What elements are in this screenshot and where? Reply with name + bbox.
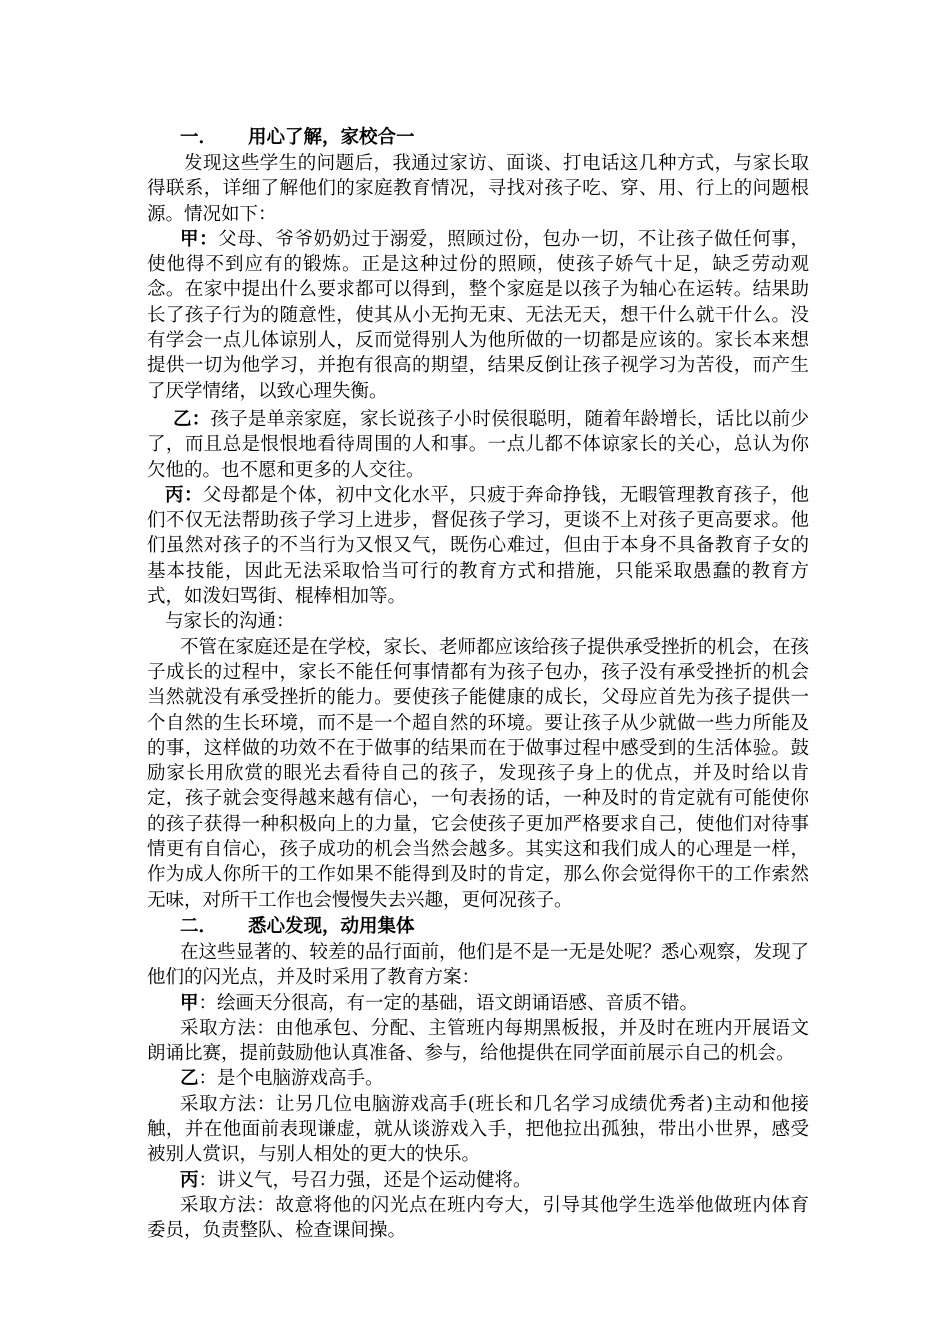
case-bing-label: 丙：	[165, 484, 203, 506]
talent-bing-text: ：讲义气，号召力强，还是个运动健将。	[198, 1169, 532, 1191]
talent-bing-label: 丙	[180, 1169, 199, 1191]
section-2-title: 悉心发现，动用集体	[248, 915, 415, 937]
case-yi-text: 孩子是单亲家庭，家长说孩子小时侯很聪明，随着年龄增长，话比以前少了，而且总是恨恨地看待周围的人和事。一点儿都不体谅家长的关心，总认为你欠他的。也不愿和更多的人交往。	[147, 408, 809, 481]
section-2-heading	[180, 913, 809, 940]
intro-paragraph	[147, 151, 809, 227]
section-2-number: 二．	[180, 915, 218, 937]
method-jia-text: 由他承包、分配、主管班内每期黑板报，并及时在班内开展语文朗诵比赛，提前鼓励他认真准备、参与，给他提供在同学面前展示自己的机会。	[147, 1017, 809, 1065]
method-yi-paragraph	[147, 1092, 809, 1168]
document-page	[147, 124, 809, 1243]
method-jia-paragraph	[147, 1016, 809, 1067]
case-jia-text: 父母、爷爷奶奶过于溺爱，照顾过份，包办一切，不让孩子做任何事，使他得不到应有的锻炼。正是这种过份的照顾，使孩子娇气十足，缺乏劳动观念。在家中提出什么要求都可以得到，整个家庭是以孩子为轴心在运转。结果助长了孩子行为的随意性，使其从小无拘无束、无法无天，想干什么就干什么。没有学会一点儿体谅别人，反而觉得别人为他所做的一切都是应该的。家长本来想提供一切为他学习，并抱有很高的期望，结果反倒让孩子视学习为苦役，而产生了厌学情绪，以致心理失衡。	[147, 228, 809, 402]
method-bing-text: 故意将他的闪光点在班内夸大，引导其他学生选举他做班内体育委员，负责整队、检查课间操。	[147, 1194, 809, 1242]
case-bing-paragraph	[147, 483, 809, 609]
case-bing-text: 父母都是个体，初中文化水平，只疲于奔命挣钱，无暇管理教育孩子，他们不仅无法帮助孩子学习上进步，督促孩子学习，更谈不上对孩子更高要求。他们虽然对孩子的不当行为又恨又气，既伤心难过，但由于本身不具备教育子女的基本技能，因此无法采取恰当可行的教育方式和措施，只能采取愚蠢的教育方式，如泼妇骂街、棍棒相加等。	[147, 484, 809, 608]
section-2-intro	[147, 940, 809, 991]
case-yi-paragraph	[147, 407, 809, 483]
talent-bing-paragraph	[147, 1168, 809, 1193]
talent-yi-text: ：是个电脑游戏高手。	[198, 1068, 384, 1090]
section-1-number: 一．	[180, 127, 218, 148]
method-yi-label: 采取方法：	[180, 1093, 276, 1115]
communication-title-text: 与家长的沟通：	[165, 611, 295, 633]
method-bing-label: 采取方法：	[180, 1194, 276, 1216]
section-1-title: 用心了解，家校合一	[248, 127, 415, 148]
talent-yi-paragraph	[147, 1066, 809, 1091]
talent-jia-text: ：绘画天分很高，有一定的基础，语文朗诵语感、音质不错。	[198, 992, 699, 1014]
communication-title	[147, 609, 809, 634]
method-jia-label: 采取方法：	[180, 1017, 276, 1039]
talent-jia-paragraph	[147, 991, 809, 1016]
communication-text: 不管在家庭还是在学校，家长、老师都应该给孩子提供承受挫折的机会，在孩子成长的过程中，家长不能任何事情都有为孩子包办，孩子没有承受挫折的机会当然就没有承受挫折的能力。要使孩子能健康的成长，父母应首先为孩子提供一个自然的生长环境，而不是一个超自然的环境。要让孩子从少就做一些力所能及的事，这样做的功效不在于做事的结果而在于做事过程中感受到的生活体验。鼓励家长用欣赏的眼光去看待自己的孩子，发现孩子身上的优点，并及时给以肯定，孩子就会变得越来越有信心，一句表扬的话，一种及时的肯定就有可能使你的孩子获得一种积极向上的力量，它会使孩子更加严格要求自己，使他们对待事情更有自信心，孩子成功的机会当然会越多。其实这和我们成人的心理是一样，作为成人你所干的工作如果不能得到及时的肯定，那么你会觉得你干的工作索然无味，对所干工作也会慢慢失去兴趣，更何况孩子。	[147, 636, 810, 911]
method-yi-text: 让另几位电脑游戏高手(班长和几名学习成绩优秀者)主动和他接触，并在他面前表现谦虚，就从谈游戏入手，把他拉出孤独，带出小世界，感受被别人赏识，与别人相处的更大的快乐。	[147, 1093, 809, 1166]
case-yi-label: 乙：	[173, 408, 211, 430]
talent-yi-label: 乙	[180, 1068, 199, 1090]
section-2-intro-text: 在这些显著的、较差的品行面前，他们是不是一无是处呢？悉心观察，发现了他们的闪光点，并及时采用了教育方案：	[147, 941, 810, 989]
case-jia-paragraph	[147, 227, 809, 404]
intro-text: 发现这些学生的问题后，我通过家访、面谈、打电话这几种方式，与家长取得联系，详细了解他们的家庭教育情况，寻找对孩子吃、穿、用、行上的问题根源。情况如下：	[147, 153, 809, 225]
section-1-heading	[180, 124, 809, 151]
method-bing-paragraph	[147, 1193, 809, 1244]
case-jia-label: 甲：	[180, 228, 219, 250]
communication-paragraph	[147, 635, 809, 913]
talent-jia-label: 甲	[180, 992, 199, 1014]
